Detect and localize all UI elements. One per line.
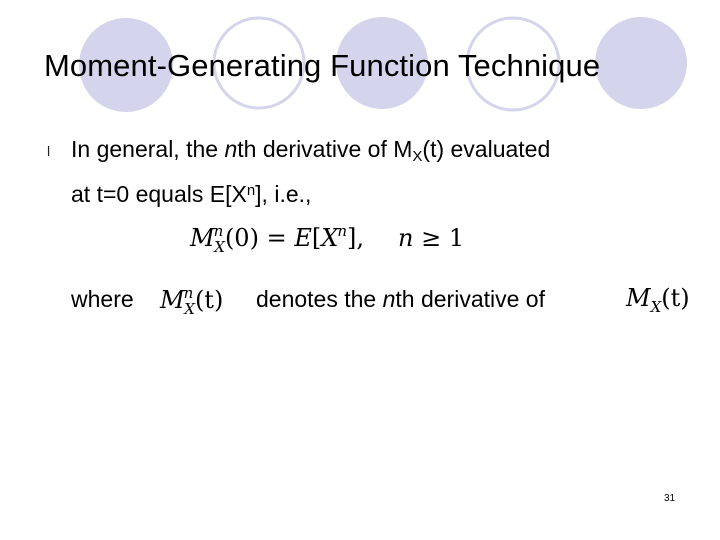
where-arg: (t): [194, 286, 224, 314]
para-text-3: (t) evaluated: [422, 136, 551, 162]
para-line2-a: at t=0 equals E[X: [71, 181, 247, 207]
slide-title: Moment-Generating Function Technique: [44, 48, 601, 83]
para-n-italic: n: [224, 136, 238, 162]
where-M: M: [160, 286, 185, 314]
eq-rhs-sup-n: n: [337, 222, 347, 240]
bullet-icon: l: [47, 143, 51, 159]
eq-cond-n: n: [397, 224, 414, 252]
para-line2-b: ], i.e.,: [255, 181, 312, 207]
where-math: [160, 284, 223, 318]
of-sub-x: X: [650, 298, 662, 316]
of-M: M: [626, 284, 651, 312]
para-text-1: In general, the: [71, 136, 225, 162]
eq-open-bracket: [: [311, 224, 322, 252]
denotes-b: th derivative of: [395, 286, 545, 312]
eq-arg: (0) =: [224, 224, 295, 252]
of-arg: (t): [661, 284, 690, 312]
of-math: [626, 284, 690, 316]
eq-sub-x: X: [214, 238, 225, 256]
moment-equation: [190, 222, 464, 256]
where-label: where: [71, 286, 134, 312]
eq-X: X: [321, 224, 339, 252]
denotes-n: n: [382, 286, 396, 312]
circle-5: [595, 17, 687, 109]
where-sub-x: X: [184, 300, 195, 318]
denotes-text: [256, 286, 545, 313]
page-number: 31: [664, 493, 676, 504]
para-text-2: th derivative of M: [237, 136, 413, 162]
eq-E: E: [294, 224, 312, 252]
denotes-a: denotes the: [256, 286, 383, 312]
where-sup-n: n: [183, 284, 194, 302]
para-subscript-x: X: [412, 148, 423, 165]
eq-M: M: [190, 224, 215, 252]
eq-close-bracket: ],: [346, 224, 364, 252]
bullet-paragraph: [71, 132, 550, 211]
eq-sup-n: n: [213, 222, 224, 240]
para-superscript-n: n: [246, 182, 256, 199]
eq-cond-rel: ≥ 1: [413, 224, 465, 252]
